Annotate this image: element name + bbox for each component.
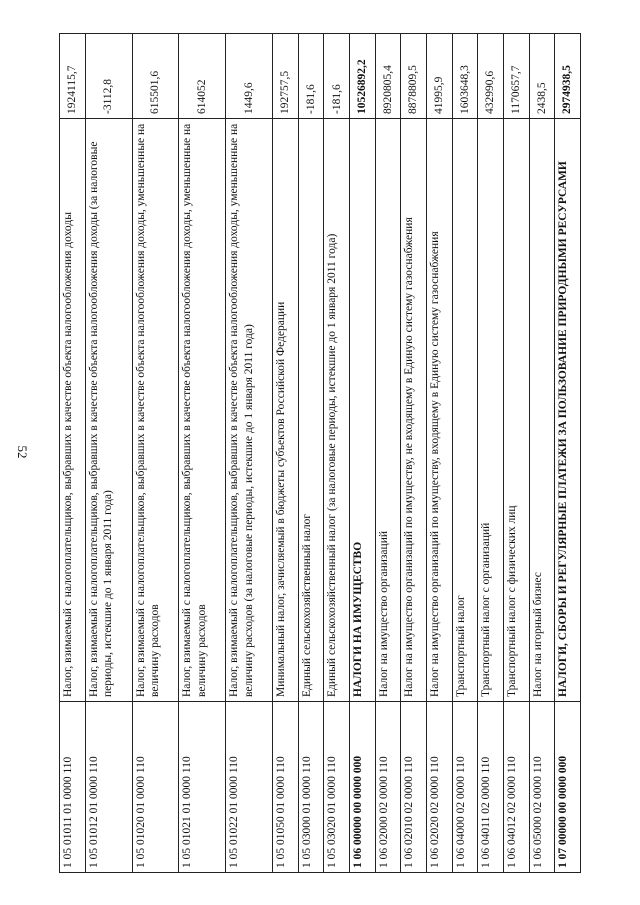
amount-cell: 2438,5 bbox=[529, 33, 555, 118]
name-cell: Единый сельскохозяйственный налог (за налоговые периоды, истекшие до 1 января 2011 года) bbox=[324, 118, 350, 701]
code-cell: 1 06 02020 02 0000 110 bbox=[426, 701, 452, 872]
code-cell: 1 07 00000 00 0000 000 bbox=[555, 701, 581, 872]
table-row bbox=[401, 33, 427, 872]
code-cell: 1 06 05000 02 0000 110 bbox=[529, 701, 555, 872]
name-cell: Налог на имущество организаций по имуществу, не входящему в Единую систему газоснабжения bbox=[401, 118, 427, 701]
name-cell: Транспортный налог с физических лиц bbox=[503, 118, 529, 701]
page-number: 52 bbox=[15, 445, 30, 459]
name-cell: Налог, взимаемый с налогоплательщиков, выбравших в качестве объекта налогообложения доходы, уменьшенные на величину расходов (за налоговые периоды, истекшие до 1 января 2011 года) bbox=[226, 118, 273, 701]
name-cell: Единый сельскохозяйственный налог bbox=[298, 118, 324, 701]
code-cell: 1 05 01021 01 0000 110 bbox=[179, 701, 226, 872]
code-cell: 1 05 03000 01 0000 110 bbox=[298, 701, 324, 872]
table-row bbox=[298, 33, 324, 872]
table-row bbox=[529, 33, 555, 872]
code-cell: 1 06 04000 02 0000 110 bbox=[452, 701, 478, 872]
amount-cell: 432990,6 bbox=[478, 33, 504, 118]
table-row bbox=[273, 33, 299, 872]
amount-cell: 1449,6 bbox=[226, 33, 273, 118]
code-cell: 1 06 02000 02 0000 110 bbox=[375, 701, 401, 872]
amount-cell: 41995,9 bbox=[426, 33, 452, 118]
code-cell: 1 05 01012 01 0000 110 bbox=[85, 701, 132, 872]
amount-cell: 8920805,4 bbox=[375, 33, 401, 118]
name-cell: Транспортный налог bbox=[452, 118, 478, 701]
table-row bbox=[503, 33, 529, 872]
table-row bbox=[452, 33, 478, 872]
code-cell: 1 05 01020 01 0000 110 bbox=[132, 701, 179, 872]
budget-table-body bbox=[60, 33, 581, 872]
table-row bbox=[555, 33, 581, 872]
table-row bbox=[426, 33, 452, 872]
table-row bbox=[375, 33, 401, 872]
table-row bbox=[85, 33, 132, 872]
table-row bbox=[324, 33, 350, 872]
table-row bbox=[179, 33, 226, 872]
amount-cell: -181,6 bbox=[324, 33, 350, 118]
name-cell: Транспортный налог с организаций bbox=[478, 118, 504, 701]
code-cell: 1 06 02010 02 0000 110 bbox=[401, 701, 427, 872]
name-cell: Налог, взимаемый с налогоплательщиков, выбравших в качестве объекта налогообложения доходы, уменьшенные на величину расходов bbox=[132, 118, 179, 701]
table-row bbox=[132, 33, 179, 872]
amount-cell: 8878809,5 bbox=[401, 33, 427, 118]
code-cell: 1 05 01022 01 0000 110 bbox=[226, 701, 273, 872]
code-cell: 1 05 03020 01 0000 110 bbox=[324, 701, 350, 872]
name-cell: Налог, взимаемый с налогоплательщиков, выбравших в качестве объекта налогообложения доходы, уменьшенные на величину расходов bbox=[179, 118, 226, 701]
name-cell: Налог, взимаемый с налогоплательщиков, выбравших в качестве объекта налогообложения доходы (за налоговые периоды, истекшие до 1 января 2011 года) bbox=[85, 118, 132, 701]
name-cell: Налог на имущество организаций bbox=[375, 118, 401, 701]
amount-cell: -181,6 bbox=[298, 33, 324, 118]
code-cell: 1 06 04012 02 0000 110 bbox=[503, 701, 529, 872]
amount-cell: 192757,5 bbox=[273, 33, 299, 118]
budget-table-container bbox=[59, 33, 581, 873]
name-cell: Минимальный налог, зачисляемый в бюджеты субъектов Российской Федерации bbox=[273, 118, 299, 701]
code-cell: 1 05 01011 01 0000 110 bbox=[60, 701, 86, 872]
name-cell: НАЛОГИ НА ИМУЩЕСТВО bbox=[350, 118, 376, 701]
amount-cell: 614052 bbox=[179, 33, 226, 118]
table-row bbox=[60, 33, 86, 872]
code-cell: 1 06 00000 00 0000 000 bbox=[350, 701, 376, 872]
table-row bbox=[350, 33, 376, 872]
amount-cell: 1924115,7 bbox=[60, 33, 86, 118]
name-cell: НАЛОГИ, СБОРЫ И РЕГУЛЯРНЫЕ ПЛАТЕЖИ ЗА ПОЛЬЗОВАНИЕ ПРИРОДНЫМИ РЕСУРСАМИ bbox=[555, 118, 581, 701]
name-cell: Налог на игорный бизнес bbox=[529, 118, 555, 701]
amount-cell: -3112,8 bbox=[85, 33, 132, 118]
amount-cell: 2974938,5 bbox=[555, 33, 581, 118]
table-row bbox=[226, 33, 273, 872]
amount-cell: 1170657,7 bbox=[503, 33, 529, 118]
table-row bbox=[478, 33, 504, 872]
code-cell: 1 06 04011 02 0000 110 bbox=[478, 701, 504, 872]
amount-cell: 10526892,2 bbox=[350, 33, 376, 118]
name-cell: Налог, взимаемый с налогоплательщиков, выбравших в качестве объекта налогообложения доходы bbox=[60, 118, 86, 701]
code-cell: 1 05 01050 01 0000 110 bbox=[273, 701, 299, 872]
name-cell: Налог на имущество организаций по имуществу, входящему в Единую систему газоснабжения bbox=[426, 118, 452, 701]
budget-table bbox=[59, 33, 581, 873]
amount-cell: 1603648,3 bbox=[452, 33, 478, 118]
amount-cell: 615501,6 bbox=[132, 33, 179, 118]
